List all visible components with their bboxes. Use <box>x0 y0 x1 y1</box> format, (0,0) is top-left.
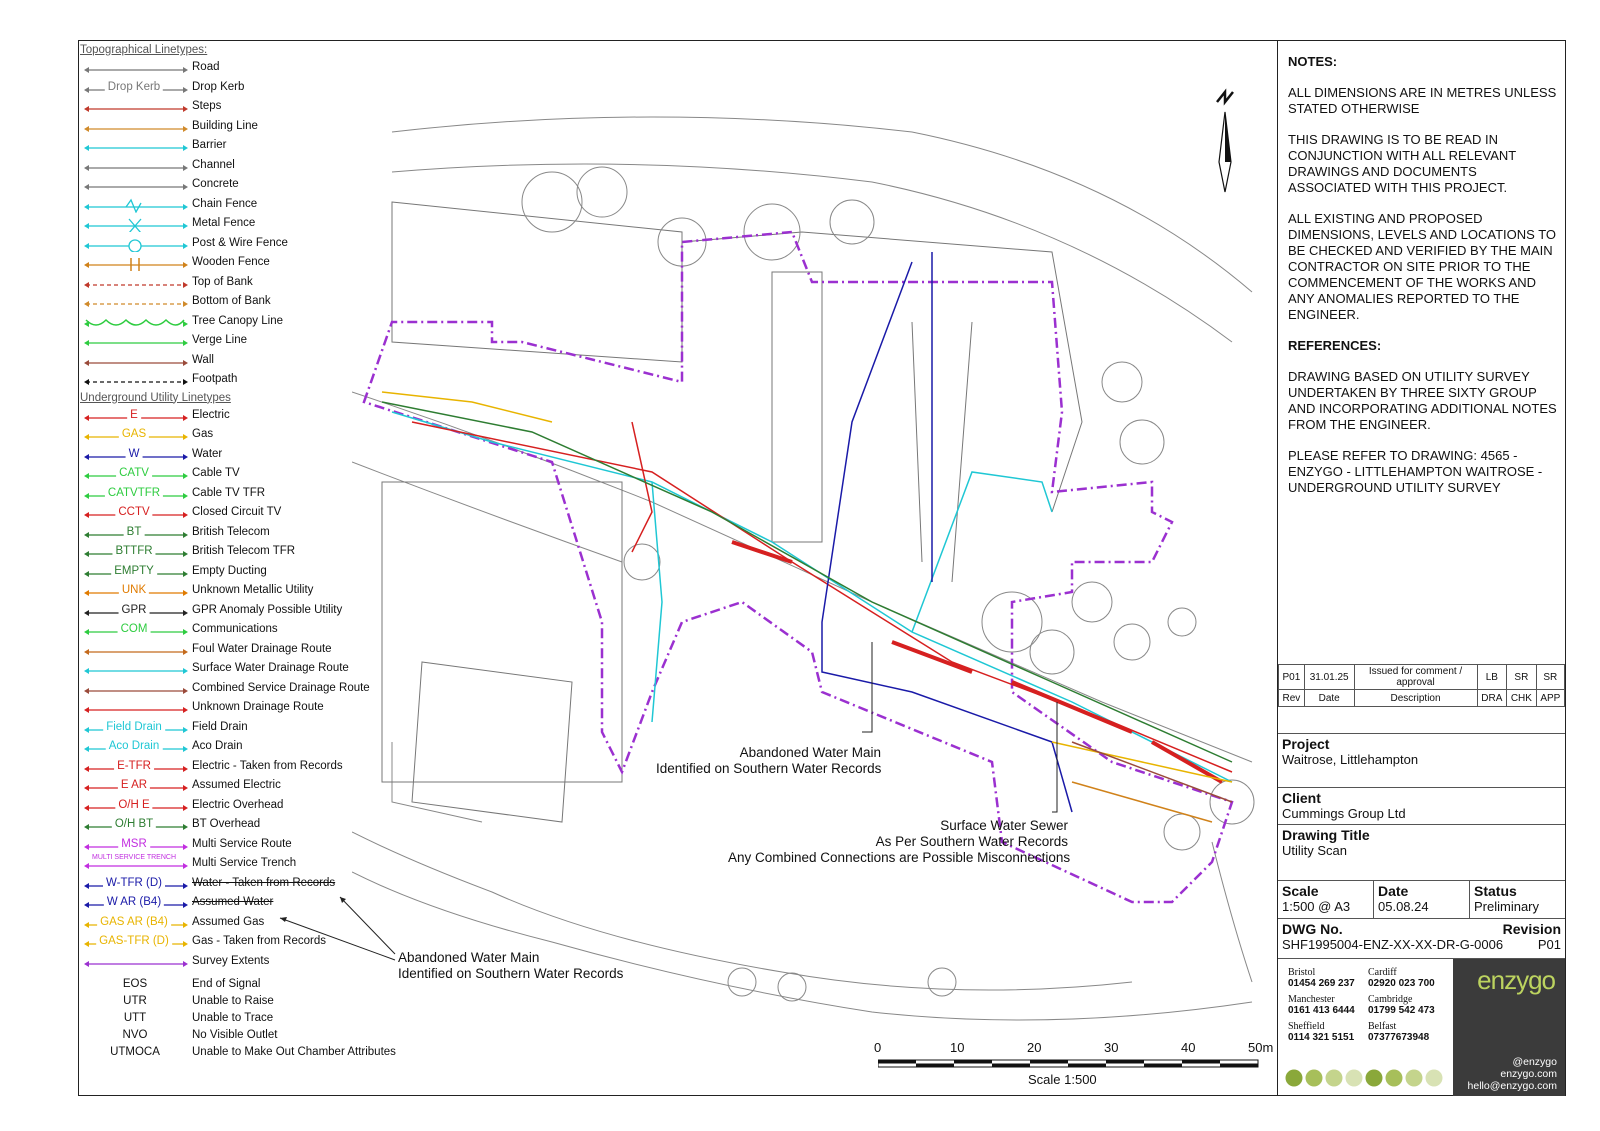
scale-tick-label: 0 <box>874 1040 882 1055</box>
brand-dot <box>1366 1070 1383 1087</box>
date-label: Date <box>1378 883 1409 899</box>
legend-label: Empty Ducting <box>192 564 267 577</box>
legend-label: Bottom of Bank <box>192 295 271 307</box>
note-item: ALL DIMENSIONS ARE IN METRES UNLESS STATED OTHERWISE <box>1288 85 1557 116</box>
office-city: Cardiff <box>1368 967 1397 978</box>
project-block <box>1278 733 1565 780</box>
legend-label: Closed Circuit TV <box>192 506 282 518</box>
legend-code: O/H BT <box>112 818 156 830</box>
abbreviation-meaning: Unable to Trace <box>192 1012 274 1024</box>
legend-label: Tree Canopy Line <box>192 314 283 327</box>
legend-label: Combined Service Drainage Route <box>192 681 370 694</box>
map-abandoned-water-callout <box>656 745 881 777</box>
dwg-number-value: SHF1995004-ENZ-XX-XX-DR-G-0006 <box>1282 937 1504 952</box>
office-contact <box>1368 994 1448 1016</box>
legend-code: GPR <box>119 604 150 616</box>
scale-value: 1:500 @ A3 <box>1282 899 1351 914</box>
legend-code: E <box>127 409 141 421</box>
legend-label: Channel <box>192 158 235 171</box>
rev-chk-cell: SR <box>1507 665 1537 690</box>
office-contact <box>1368 1021 1448 1043</box>
legend-label: Road <box>192 61 220 73</box>
dra-header: DRA <box>1477 690 1507 707</box>
drawing-title-label: Drawing Title <box>1282 827 1370 843</box>
office-phone[interactable]: 0161 413 6444 <box>1288 1005 1355 1016</box>
abbreviation: UTR <box>123 995 147 1007</box>
date-value: 05.08.24 <box>1378 899 1429 914</box>
legend-label: Verge Line <box>192 334 247 346</box>
scale-label: Scale 1:500 <box>1028 1072 1097 1087</box>
office-phone[interactable]: 02920 023 700 <box>1368 978 1435 989</box>
enzygo-logo: enzygo <box>1477 965 1555 995</box>
legend-label: BT Overhead <box>192 818 261 830</box>
scale-bar <box>874 1040 1274 1090</box>
legend-label: Steps <box>192 100 222 112</box>
revision-label: Revision <box>1502 921 1561 937</box>
rev-cell: P01 <box>1279 665 1305 690</box>
abbreviation: UTMOCA <box>110 1046 160 1058</box>
legend-code: GAS <box>119 428 149 440</box>
callout-line: Any Combined Connections are Possible Misconnections <box>728 850 1071 865</box>
legend-code: Field Drain <box>103 721 165 733</box>
client-value: Cummings Group Ltd <box>1282 806 1406 821</box>
legend-label: Assumed Gas <box>192 915 265 928</box>
office-phone[interactable]: 01454 269 237 <box>1288 978 1355 989</box>
references-heading: REFERENCES: <box>1288 338 1382 353</box>
legend-code: EMPTY <box>111 565 157 577</box>
brand-dot <box>1426 1070 1443 1087</box>
legend-code: BTTFR <box>112 545 155 557</box>
legend-abandoned-water-callout <box>398 950 623 982</box>
legend-label: Top of Bank <box>192 275 253 288</box>
legend-label: Gas <box>192 428 214 440</box>
legend-label: Wall <box>192 353 214 366</box>
status-label: Status <box>1474 883 1517 899</box>
dwg-number-block <box>1278 918 1565 958</box>
legend-label: Survey Extents <box>192 954 270 967</box>
legend-code: CATV <box>116 467 152 479</box>
legend-label: Electric Overhead <box>192 798 284 811</box>
office-contact <box>1288 994 1368 1016</box>
office-contact <box>1368 967 1448 989</box>
project-label: Project <box>1282 736 1330 752</box>
legend-label: GPR Anomaly Possible Utility <box>192 603 343 616</box>
note-item: THIS DRAWING IS TO BE READ IN CONJUNCTION WITH ALL RELEVANT DRAWINGS AND DOCUMENTS ASSOCIATED WITH THIS PROJECT. <box>1288 132 1517 195</box>
surface-water-sewer-callout <box>728 818 1071 866</box>
legend-label: Cable TV <box>192 467 240 479</box>
legend-label: Assumed Electric <box>192 779 281 791</box>
legend-label: Gas - Taken from Records <box>192 935 327 947</box>
scale-tick-label: 30 <box>1104 1040 1119 1055</box>
client-block <box>1278 787 1565 823</box>
revision-value: P01 <box>1537 937 1561 952</box>
legend-code: BT <box>124 526 145 538</box>
chk-header: CHK <box>1507 690 1537 707</box>
date-cell <box>1374 881 1470 918</box>
office-phone[interactable]: 01799 542 473 <box>1368 1005 1435 1016</box>
status-value: Preliminary <box>1474 899 1540 914</box>
legend-code: Aco Drain <box>106 740 163 752</box>
office-contact <box>1288 967 1368 989</box>
rev-header: Rev <box>1279 690 1305 707</box>
legend-label: Cable TV TFR <box>192 486 266 499</box>
office-contact <box>1288 1021 1368 1043</box>
legend-label: Communications <box>192 623 278 635</box>
brand-dot <box>1406 1070 1423 1087</box>
scale-tick-label: 50m <box>1248 1040 1274 1055</box>
rev-dra-cell: LB <box>1477 665 1507 690</box>
brand-contact <box>1468 1056 1557 1092</box>
legend-label: Water <box>192 447 223 460</box>
legend-code: COM <box>118 623 151 635</box>
office-city: Manchester <box>1288 994 1335 1005</box>
scale-tick-label: 10 <box>950 1040 965 1055</box>
website-link[interactable]: enzygo.com <box>1500 1068 1557 1080</box>
legend-code: O/H E <box>115 799 152 811</box>
client-label: Client <box>1282 790 1321 806</box>
office-contacts <box>1278 967 1453 1047</box>
legend-label: Multi Service Trench <box>192 857 297 869</box>
brand-dot <box>1346 1070 1363 1087</box>
office-phone[interactable]: 07377673948 <box>1368 1032 1430 1043</box>
legend-code: MULTI SERVICE TRENCH <box>89 854 179 861</box>
brand-dots <box>1284 1068 1454 1088</box>
callout-line: Surface Water Sewer <box>940 818 1068 833</box>
legend-label: British Telecom <box>192 525 270 538</box>
legend-label: Electric - Taken from Records <box>192 759 343 772</box>
legend-code: E AR <box>118 779 150 791</box>
rev-app-cell: SR <box>1536 665 1564 690</box>
scale-date-status-block <box>1278 880 1565 918</box>
legend-code: CCTV <box>115 506 152 518</box>
office-phone[interactable]: 0114 321 5151 <box>1288 1032 1355 1043</box>
callout-line: Abandoned Water Main <box>398 950 540 965</box>
legend-code: GAS-TFR (D) <box>96 935 172 947</box>
scale-cell <box>1278 881 1374 918</box>
date-header: Date <box>1304 690 1354 707</box>
legend-label: Aco Drain <box>192 740 243 752</box>
brand-dot <box>1286 1070 1303 1087</box>
legend-label: Foul Water Drainage Route <box>192 642 332 655</box>
project-value: Waitrose, Littlehampton <box>1282 752 1419 767</box>
scale-tick-label: 40 <box>1181 1040 1196 1055</box>
legend-label: Drop Kerb <box>192 80 245 93</box>
office-city: Cambridge <box>1368 994 1413 1005</box>
legend-label: Concrete <box>192 178 239 190</box>
abbreviation: UTT <box>123 1012 147 1024</box>
brand-block <box>1453 959 1565 1096</box>
legend-label: Barrier <box>192 139 227 151</box>
legend-code: GAS AR (B4) <box>97 916 171 928</box>
legend-label: Unknown Drainage Route <box>192 701 324 713</box>
title-panel <box>1277 40 1566 1096</box>
legend-label: British Telecom TFR <box>192 545 296 557</box>
legend-label: Assumed Water <box>192 896 274 908</box>
callout-line: Abandoned Water Main <box>739 745 881 760</box>
drawing-title-value: Utility Scan <box>1282 843 1348 858</box>
legend-label: Post & Wire Fence <box>192 236 288 249</box>
utility-legend-heading: Underground Utility Linetypes <box>80 391 231 404</box>
email-link[interactable]: hello@enzygo.com <box>1467 1080 1557 1092</box>
office-city: Belfast <box>1368 1021 1397 1032</box>
legend-code: E-TFR <box>114 760 154 772</box>
legend-code: W AR (B4) <box>104 896 164 908</box>
rev-date-cell: 31.01.25 <box>1304 665 1354 690</box>
reference-item: PLEASE REFER TO DRAWING: 4565 - ENZYGO - LITTLEHAMPTON WAITROSE - UNDERGROUND UTILITY SURVEY <box>1288 448 1543 495</box>
office-city: Sheffield <box>1288 1021 1325 1032</box>
abbreviation-meaning: Unable to Raise <box>192 995 274 1007</box>
brand-dot <box>1306 1070 1323 1087</box>
legend-label: Wooden Fence <box>192 256 270 268</box>
revision-table <box>1278 664 1565 707</box>
abbreviation: EOS <box>122 978 148 990</box>
rev-description-cell: Issued for comment / approval <box>1354 665 1477 690</box>
app-header: APP <box>1536 690 1564 707</box>
office-city: Bristol <box>1288 967 1316 978</box>
legend-label: Unknown Metallic Utility <box>192 584 314 596</box>
dwg-label: DWG No. <box>1282 921 1343 937</box>
legend-code: W-TFR (D) <box>103 877 165 889</box>
legend-code: Drop Kerb <box>105 81 163 93</box>
scale-bar-graphic <box>878 1058 1260 1070</box>
abbreviation-meaning: Unable to Make Out Chamber Attributes <box>192 1046 396 1058</box>
legend-label: Chain Fence <box>192 197 258 210</box>
abbreviation: NVO <box>122 1029 148 1041</box>
legend-label: Field Drain <box>192 720 248 733</box>
note-item: ALL EXISTING AND PROPOSED DIMENSIONS, LEVELS AND LOCATIONS TO BE CHECKED AND VERIFIED BY THE MAIN CONTRACTOR ON SITE PRIOR TO THE COMMENCEMENT OF THE WORKS AND ANY ANOMALIES REPORTED TO THE ENGINEER. <box>1288 211 1557 322</box>
notes-section <box>1288 54 1560 511</box>
scale-label: Scale <box>1282 883 1319 899</box>
legend-label: Footpath <box>192 373 238 385</box>
legend-label: Water - Taken from Records <box>192 876 336 889</box>
legend-code: MSR <box>118 838 150 850</box>
legend-label: Electric <box>192 408 230 421</box>
reference-item: DRAWING BASED ON UTILITY SURVEY UNDERTAKEN BY THREE SIXTY GROUP AND INCORPORATING ADDITIONAL NOTES FROM THE ENGINEER. <box>1288 369 1557 432</box>
abbreviation-meaning: No Visible Outlet <box>192 1029 278 1041</box>
legend-label: Surface Water Drainage Route <box>192 662 349 674</box>
drawing-title-block <box>1278 824 1565 880</box>
callout-line: Identified on Southern Water Records <box>656 761 882 776</box>
legend-code: CATVTFR <box>105 487 163 499</box>
social-handle[interactable]: @enzygo <box>1512 1056 1557 1068</box>
legend-label: Multi Service Route <box>192 837 292 850</box>
callout-line: Identified on Southern Water Records <box>398 966 624 981</box>
brand-dot <box>1386 1070 1403 1087</box>
abbreviation-meaning: End of Signal <box>192 978 261 990</box>
legend-label: Metal Fence <box>192 217 256 229</box>
topo-legend-heading: Topographical Linetypes: <box>80 44 208 56</box>
legend-code: W <box>126 448 143 460</box>
scale-tick-label: 20 <box>1027 1040 1042 1055</box>
callout-line: As Per Southern Water Records <box>875 834 1068 849</box>
brand-dot <box>1326 1070 1343 1087</box>
legend-label: Building Line <box>192 119 258 132</box>
status-cell <box>1470 881 1565 918</box>
legend-code: UNK <box>119 584 149 596</box>
notes-heading: NOTES: <box>1288 54 1338 69</box>
description-header: Description <box>1354 690 1477 707</box>
